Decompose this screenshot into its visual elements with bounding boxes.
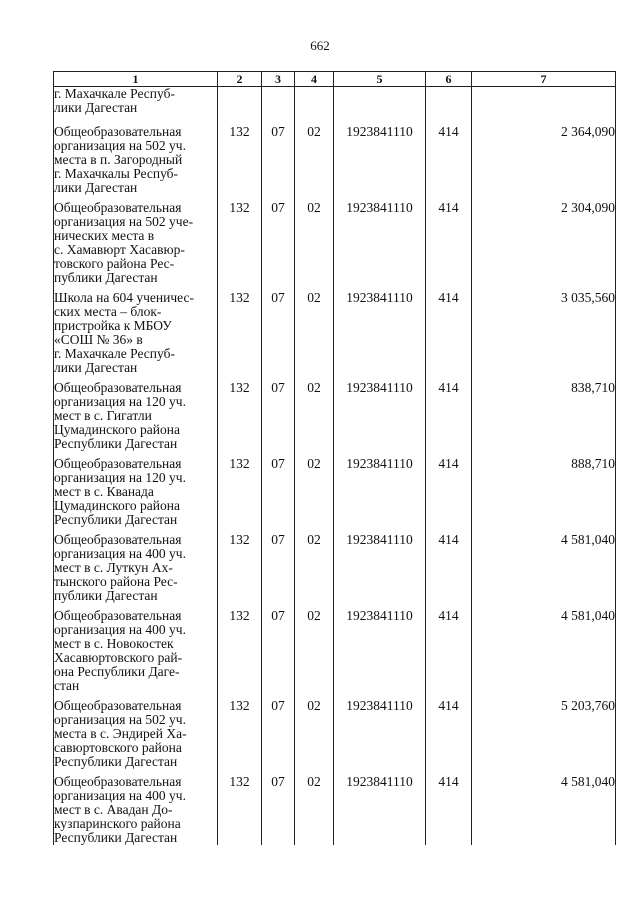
column-header: 2 xyxy=(218,72,262,87)
subsection-code-cell: 02 xyxy=(295,381,334,457)
name-line: организация на 502 уче- xyxy=(54,214,194,229)
target-article-cell: 1923841110 xyxy=(334,291,426,381)
name-line: кузпаринского района xyxy=(54,816,181,831)
name-line: мест в с. Луткун Ах- xyxy=(54,560,173,575)
name-line: г. Махачкале Респуб- xyxy=(54,346,175,361)
object-name-cell xyxy=(54,291,218,381)
name-line: Хасавюртовского рай- xyxy=(54,650,183,665)
name-line: она Республики Даге- xyxy=(54,664,180,679)
subsection-code-cell: 02 xyxy=(295,457,334,533)
object-name-cell xyxy=(54,457,218,533)
name-line: Республики Дагестан xyxy=(54,512,178,527)
ministry-code-cell: 132 xyxy=(218,609,262,699)
target-article-cell: 1923841110 xyxy=(334,125,426,201)
name-line: организация на 502 уч. xyxy=(54,138,186,153)
expense-type-cell: 414 xyxy=(426,609,472,699)
section-code-cell: 07 xyxy=(262,775,295,845)
object-name-cell xyxy=(54,201,218,291)
name-line: пристройка к МБОУ xyxy=(54,318,172,333)
name-line: мест в с. Кванада xyxy=(54,484,154,499)
name-line: организация на 400 уч. xyxy=(54,622,186,637)
name-line: тынского района Рес- xyxy=(54,574,178,589)
name-line: лики Дагестан xyxy=(54,180,138,195)
name-line: Цумадинского района xyxy=(54,422,180,437)
name-line: Общеобразовательная xyxy=(54,380,182,395)
ministry-code-cell: 132 xyxy=(218,381,262,457)
column-header: 5 xyxy=(334,72,426,87)
name-line: мест в с. Гигатли xyxy=(54,408,152,423)
name-line: Цумадинского района xyxy=(54,498,180,513)
amount-cell: 4 581,040 xyxy=(472,775,616,845)
table-row xyxy=(54,201,616,291)
name-line: г. Махачкале Респуб- xyxy=(54,86,175,101)
section-code-cell: 07 xyxy=(262,533,295,609)
name-line: товского района Рес- xyxy=(54,256,175,271)
target-article-cell: 1923841110 xyxy=(334,381,426,457)
subsection-code-cell: 02 xyxy=(295,699,334,775)
ministry-code-cell: 132 xyxy=(218,291,262,381)
amount-cell: 888,710 xyxy=(472,457,616,533)
subsection-code-cell: 02 xyxy=(295,125,334,201)
continuation-name-cell xyxy=(54,87,218,126)
ministry-code-cell: 132 xyxy=(218,775,262,845)
subsection-code-cell: 02 xyxy=(295,533,334,609)
name-line: Общеобразовательная xyxy=(54,532,182,547)
name-line: организация на 120 уч. xyxy=(54,394,186,409)
expense-type-cell: 414 xyxy=(426,201,472,291)
name-line: Школа на 604 ученичес- xyxy=(54,290,194,305)
expense-type-cell: 414 xyxy=(426,291,472,381)
subsection-code-cell: 02 xyxy=(295,775,334,845)
target-article-cell: 1923841110 xyxy=(334,699,426,775)
name-line: Республики Дагестан xyxy=(54,436,178,451)
amount-cell: 3 035,560 xyxy=(472,291,616,381)
page-number: 662 xyxy=(310,38,330,53)
object-name-cell xyxy=(54,609,218,699)
expense-type-cell: 414 xyxy=(426,699,472,775)
table-row xyxy=(54,699,616,775)
ministry-code-cell: 132 xyxy=(218,201,262,291)
object-name-cell xyxy=(54,699,218,775)
section-code-cell: 07 xyxy=(262,125,295,201)
expense-type-cell: 414 xyxy=(426,775,472,845)
section-code-cell: 07 xyxy=(262,609,295,699)
table-row xyxy=(54,381,616,457)
column-header: 7 xyxy=(472,72,616,87)
name-line: Общеобразовательная xyxy=(54,124,182,139)
name-line: места в п. Загородный xyxy=(54,152,183,167)
expense-type-cell: 414 xyxy=(426,381,472,457)
subsection-code-cell: 02 xyxy=(295,609,334,699)
budget-table xyxy=(53,71,616,845)
object-name-cell xyxy=(54,533,218,609)
name-line: Общеобразовательная xyxy=(54,774,182,789)
expense-type-cell: 414 xyxy=(426,457,472,533)
name-line: лики Дагестан xyxy=(54,100,138,115)
name-line: с. Хамавюрт Хасавюр- xyxy=(54,242,185,257)
name-line: г. Махачкалы Респуб- xyxy=(54,166,179,181)
name-line: Общеобразовательная xyxy=(54,200,182,215)
name-line: Республики Дагестан xyxy=(54,754,178,769)
amount-cell: 838,710 xyxy=(472,381,616,457)
table-row xyxy=(54,533,616,609)
ministry-code-cell: 132 xyxy=(218,457,262,533)
name-line: публики Дагестан xyxy=(54,588,158,603)
target-article-cell: 1923841110 xyxy=(334,609,426,699)
ministry-code-cell: 132 xyxy=(218,125,262,201)
name-line: организация на 400 уч. xyxy=(54,788,186,803)
name-line: Общеобразовательная xyxy=(54,608,182,623)
object-name-cell xyxy=(54,125,218,201)
target-article-cell: 1923841110 xyxy=(334,201,426,291)
table-row xyxy=(54,125,616,201)
name-line: стан xyxy=(54,678,80,693)
name-line: лики Дагестан xyxy=(54,360,138,375)
name-line: Общеобразовательная xyxy=(54,698,182,713)
section-code-cell: 07 xyxy=(262,381,295,457)
subsection-code-cell: 02 xyxy=(295,291,334,381)
name-line: организация на 120 уч. xyxy=(54,470,186,485)
name-line: ских места – блок- xyxy=(54,304,162,319)
name-line: Республики Дагестан xyxy=(54,830,178,845)
table-header-row xyxy=(54,72,616,87)
ministry-code-cell: 132 xyxy=(218,533,262,609)
expense-type-cell: 414 xyxy=(426,533,472,609)
object-name-cell xyxy=(54,775,218,845)
column-header: 6 xyxy=(426,72,472,87)
section-code-cell: 07 xyxy=(262,457,295,533)
name-line: организация на 502 уч. xyxy=(54,712,186,727)
name-line: публики Дагестан xyxy=(54,270,158,285)
subsection-code-cell: 02 xyxy=(295,201,334,291)
section-code-cell: 07 xyxy=(262,699,295,775)
ministry-code-cell: 132 xyxy=(218,699,262,775)
section-code-cell: 07 xyxy=(262,201,295,291)
object-name-cell xyxy=(54,381,218,457)
table-row xyxy=(54,291,616,381)
name-line: места в с. Эндирей Ха- xyxy=(54,726,187,741)
section-code-cell: 07 xyxy=(262,291,295,381)
target-article-cell: 1923841110 xyxy=(334,775,426,845)
amount-cell: 2 304,090 xyxy=(472,201,616,291)
name-line: Общеобразовательная xyxy=(54,456,182,471)
table-row xyxy=(54,457,616,533)
target-article-cell: 1923841110 xyxy=(334,533,426,609)
table-row xyxy=(54,609,616,699)
column-header: 4 xyxy=(295,72,334,87)
amount-cell: 4 581,040 xyxy=(472,533,616,609)
column-header: 3 xyxy=(262,72,295,87)
column-header: 1 xyxy=(54,72,218,87)
name-line: савюртовского района xyxy=(54,740,182,755)
expense-type-cell: 414 xyxy=(426,125,472,201)
amount-cell: 4 581,040 xyxy=(472,609,616,699)
name-line: «СОШ № 36» в xyxy=(54,332,143,347)
name-line: организация на 400 уч. xyxy=(54,546,186,561)
name-line: мест в с. Новокостек xyxy=(54,636,174,651)
amount-cell: 5 203,760 xyxy=(472,699,616,775)
name-line: мест в с. Авадан До- xyxy=(54,802,173,817)
amount-cell: 2 364,090 xyxy=(472,125,616,201)
name-line: нических места в xyxy=(54,228,155,243)
table-row-continuation xyxy=(54,87,616,126)
table-row xyxy=(54,775,616,845)
target-article-cell: 1923841110 xyxy=(334,457,426,533)
